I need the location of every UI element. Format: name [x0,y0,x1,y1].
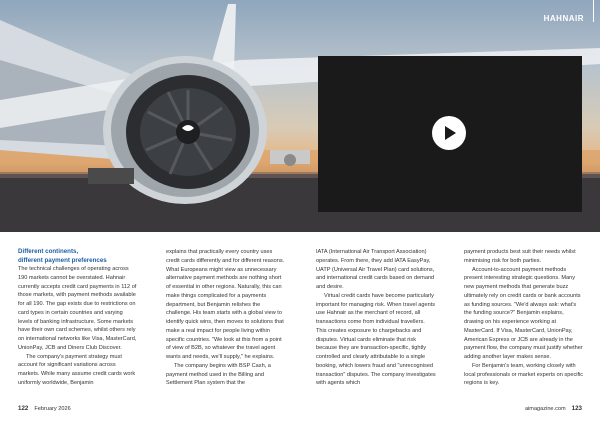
article-column-1 [18,248,138,388]
paragraph: The technical challenges of operating across 190 markets cannot be overstated. Hahnair currently accepts credit card payments in 112 of those markets, with payment methods available for all 190. The gap exists due to restrictions on card types in certain countries and varying levels of banking infrastructure. Some markets have their own card schemes, whilst others rely on international networks like Visa, MasterCard, UnionPay, JCB and Diners Club Discover. [18,266,137,351]
paragraph: The company's payment strategy must account for significant variations across markets. While many assume credit cards work uniformly worldwide, Benjamin [18,353,136,386]
footer-left [18,405,71,412]
header-rule [593,0,594,22]
page-number-left: 122 [18,405,29,412]
article-column-3 [316,248,436,388]
issue-date: February 2026 [34,406,71,412]
subhead-line-1: Different continents, [18,248,79,255]
paragraph: payment products best suit their needs whilst minimising risk for both parties. [464,249,576,264]
section-subhead [18,248,138,265]
brand-label: HAHNAIR [543,14,584,23]
video-player[interactable] [318,56,582,212]
paragraph: The company begins with BSP Cash, a payment method used in the Billing and Settlement Plan system that the [166,362,271,387]
paragraph: For Benjamin's team, working closely with local professionals or market experts on specific regions is key. [464,362,584,387]
subhead-line-2: different payment preferences [18,256,107,264]
paragraph: IATA (International Air Transport Association) operates. From there, they add IATA EasyPay, UATP (Universal Air Travel Plan) card solutions, and international credit cards based on demand and desire. [316,249,435,290]
footer-right [525,405,582,412]
article-column-2 [166,248,286,388]
paragraph: explains that practically every country uses credit cards differently and for different reasons. What Europeans might view as unnecessary alternative payment methods are nothing short of essential in other regions. Naturally, this can make things complicated for a payments department, but Benjamin relishes the challenge. His team starts with a global view to identify quick wins, then moves to solutions that make a real impact for people living within specific countries. "We look at this from a point of view of B2B, so whatever the travel agent wants and needs, we'll supply," he explains. [166,249,285,360]
site-link[interactable]: aimagazine.com [524,406,566,412]
article-column-4 [464,248,584,388]
play-icon [445,126,456,140]
play-button[interactable] [432,116,466,150]
page-number-right: 123 [571,405,582,412]
paragraph: Virtual credit cards have become particularly important for managing risk. When travel agents use Hahnair as the merchant of record, all transactions come from individual travellers. This creates exposure to chargebacks and disputes. Virtual cards eliminate that risk because they are transaction-specific, tightly controlled and clearly attributable to a single booking, which lowers fraud and "unrecognised transaction" disputes. The company investigates with agents which [316,292,436,387]
paragraph: Account-to-account payment methods present interesting strategic questions. Many new payment methods that generate buzz ultimately rely on credit cards or bank accounts as funding sources. "We'd always ask: what's the funding source?" Benjamin explains, drawing on his experience working at MasterCard. If Visa, MasterCard, UnionPay, American Express or JCB are already in the payment flow, the company must justify whether adding another layer makes sense. [464,266,583,360]
